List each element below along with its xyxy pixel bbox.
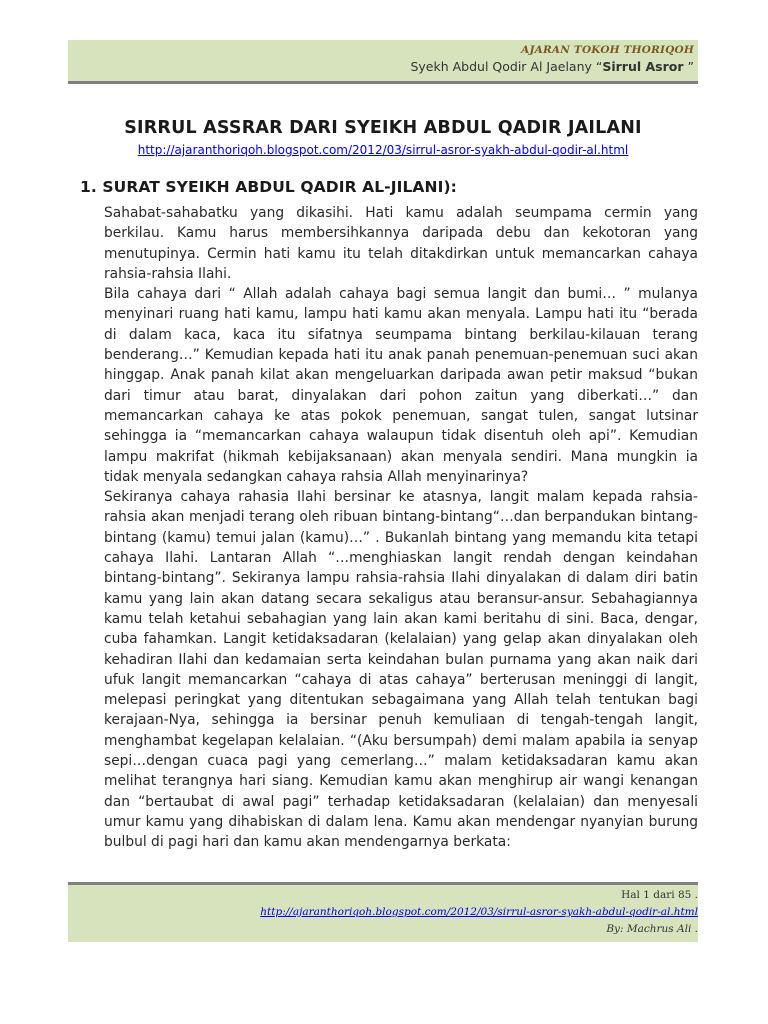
header-open-quote: “ <box>591 59 603 74</box>
paragraph-2: Bila cahaya dari “ Allah adalah cahaya bagi semua langit dan bumi… ” mulanya menyinari ruang hati kamu, lampu hati kamu akan menyala. Lampu hati itu “berada di dalam kaca, kaca itu sifatnya seumpama bintang berkilau-kilauan terang benderang…” Kemudian kepada hati itu anak panah penemuan-penemuan suci akan hinggap. Anak panah kilat akan mengeluarkan daripada awan petir maksud “bukan dari timur atau barat, dinyalakan dari pohon zaitun yang diberkati…” dan memancarkan cahaya ke atas pokok penemuan, sangat tulen, sangat lutsinar sehingga ia “memancarkan cahaya walaupun tidak disentuh oleh api”. Kemudian lampu makrifat (hikmah kebijaksanaan) akan menyala sendiri. Mana mungkin ia tidak menyala sedangkan cahaya rahsia Allah menyinarinya? <box>104 286 698 485</box>
page-header <box>68 40 698 84</box>
page-footer <box>68 882 698 942</box>
footer-author: By: Machrus Ali . <box>606 923 698 935</box>
paragraph-3: Sekiranya cahaya rahasia Ilahi bersinar ke atasnya, langit malam kepada rahsia-rahsia akan menjadi terang oleh ribuan bintang-bintang“…dan berpandukan bintang-bintang (kamu) temui jalan (kamu)…” . Bukanlah bintang yang memandu kita tetapi cahaya Ilahi. Lantaran Allah “…menghiaskan langit rendah dengan keindahan bintang-bintang”. Sekiranya lampu rahsia-rahsia Ilahi dinyalakan di dalam diri batin kamu yang lain akan datang secara sekaligus atau beransur-ansur. Sebahagiannya kamu telah ketahui sebahagian yang lain akan kami beritahu di sini. Baca, dengar, cuba fahamkan. Langit ketidaksadaran (kelalaian) yang gelap akan dinyalakan oleh kehadiran Ilahi dan kedamaian serta keindahan bulan purnama yang akan naik dari ufuk langit memancarkan “cahaya di atas cahaya” berterusan meninggi di langit, melepasi peringkat yang ditentukan sebagaimana yang Allah telah tentukan bagi kerajaan-Nya, sehingga ia bersinar penuh kemuliaan di tengah-tengah langit, menghambat kegelapan kelalaian. “(Aku bersumpah) demi malam apabila ia senyap sepi…dengan cuaca pagi yang cemerlang…” malam ketidaksadaran kamu akan melihat terangnya hari siang. Kemudian kamu akan menghirup air wangi kenangan dan “bertaubat di awal pagi” terhadap ketidaksadaran (kelalaian) dan menyesali umur kamu yang dihabiskan di dalam lena. Kamu akan mendengar nyanyian burung bulbul di pagi hari dan kamu akan mendengarnya berkata: <box>104 489 698 851</box>
header-subtitle <box>68 58 694 76</box>
footer-link[interactable]: http://ajaranthoriqoh.blogspot.com/2012/03/sirrul-asror-syakh-abdul-qodir-al.html <box>260 906 698 918</box>
section-heading: 1. SURAT SYEIKH ABDUL QADIR AL-JILANI): <box>80 178 457 196</box>
document-title: SIRRUL ASSRAR DARI SYEIKH ABDUL QADIR JAILANI <box>124 118 642 138</box>
header-book-title: Sirrul Asror <box>602 59 684 74</box>
page-number: Hal 1 dari 85 . <box>621 889 698 901</box>
source-link[interactable]: http://ajaranthoriqoh.blogspot.com/2012/03/sirrul-asror-syakh-abdul-qodir-al.html <box>137 143 629 157</box>
body-text <box>104 203 698 853</box>
header-series-title: AJARAN TOKOH THORIQOH <box>521 44 694 56</box>
header-author: Syekh Abdul Qodir Al Jaelany <box>410 59 592 74</box>
paragraph-1: Sahabat-sahabatku yang dikasihi. Hati kamu adalah seumpama cermin yang berkilau. Kamu harus membersihkannya daripada debu dan kekotoran yang menutupinya. Cermin hati kamu itu telah ditakdirkan untuk memancarkan cahaya rahsia-rahsia Ilahi. <box>104 205 698 282</box>
header-close-quote: ” <box>683 59 694 74</box>
